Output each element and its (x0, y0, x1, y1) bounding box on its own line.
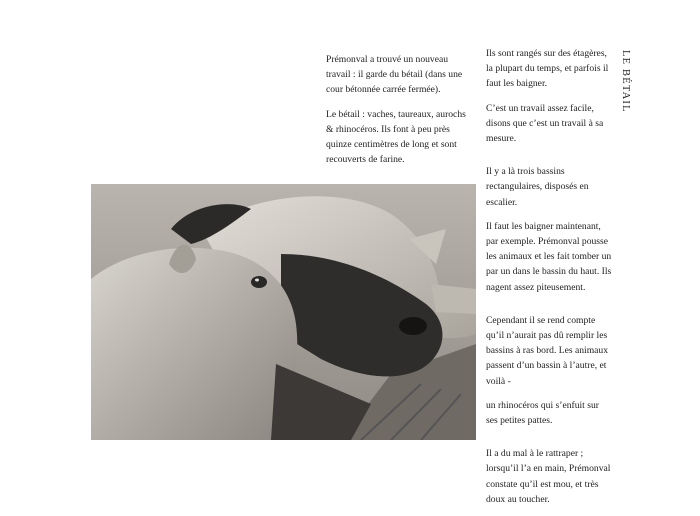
paragraph: Il y a là trois bassins rectangulaires, disposés en escalier. (486, 166, 589, 208)
text-column-right (486, 46, 612, 516)
paragraph: Il faut les baigner maintenant, par exemple. Prémonval pousse les animaux et les fait tomber un par un dans le bassin du haut. Ils nagent assez piteusement. (486, 220, 612, 293)
animal-photo (91, 184, 476, 440)
paragraph: Prémonval a trouvé un nouveau travail : il garde du bétail (dans une cour bétonnée carrée fermée). (326, 54, 463, 96)
paragraph: Cependant il se rend compte qu’il n’aurait pas dû remplir les bassins à ras bord. Les animaux passent d’un bassin à l’autre, et voilà - (486, 314, 609, 387)
paragraph: Le bétail : vaches, taureaux, aurochs & rhinocéros. Ils font à peu près quinze centimètres de long et sont recouverts de farine. (326, 108, 466, 166)
paragraph: Il a du mal à le rattraper ; lorsqu’il l’a en main, Prémonval constate qu’il est mou, et très doux au toucher. (486, 448, 611, 505)
section-title: LE BÉTAIL (620, 50, 631, 113)
text-column-left (326, 52, 474, 176)
paragraph: Ils sont rangés sur des étagères, la plupart du temps, et parfois il faut les baigner. (486, 48, 609, 90)
paragraph: C’est un travail assez facile, disons que c’est un travail à sa mesure. (486, 102, 604, 145)
paragraph: un rhinocéros qui s’enfuit sur ses petites pattes. (486, 399, 599, 427)
